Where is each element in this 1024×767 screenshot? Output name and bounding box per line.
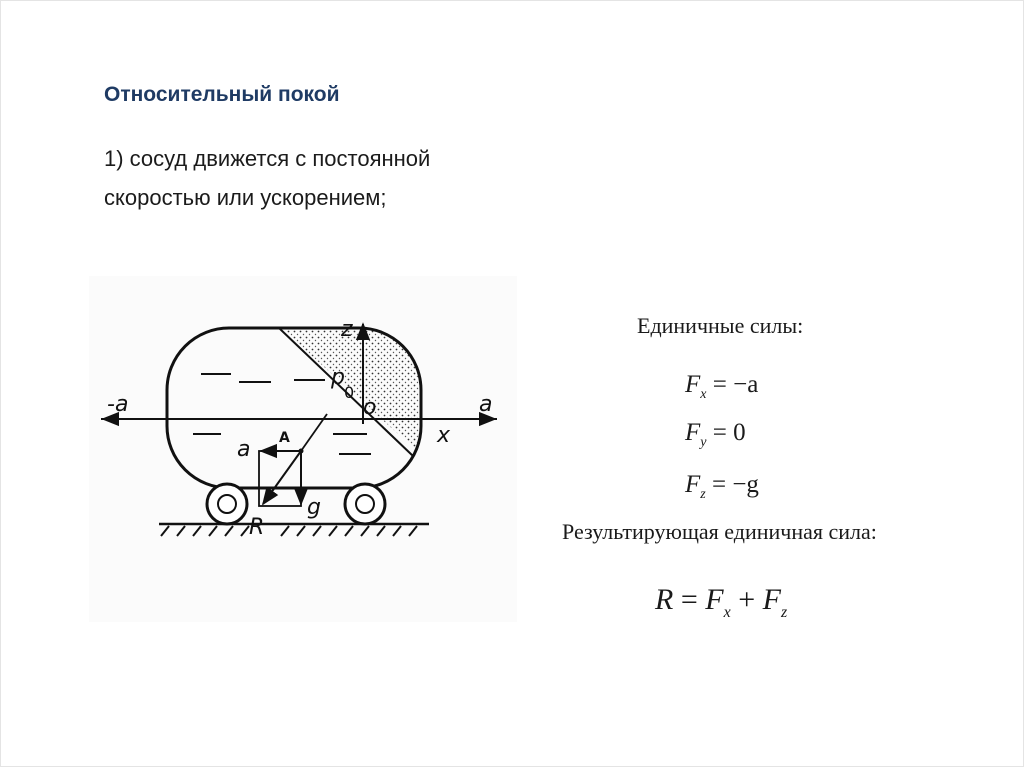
label-g: g	[307, 495, 321, 520]
fx-rhs: = −a	[712, 371, 759, 398]
bullet-line-1: 1) сосуд движется с постоянной	[104, 146, 431, 171]
result-caption: Результирующая единичная сила:	[562, 519, 877, 544]
label-a-vector: a	[237, 437, 251, 462]
tank-car-diagram	[89, 276, 517, 622]
point-A-dot	[299, 449, 304, 454]
fy-rhs: = 0	[712, 419, 746, 446]
fy-symbol: F	[685, 419, 701, 446]
label-z: z	[341, 317, 353, 342]
result-plus: +	[738, 583, 756, 616]
result-equals: =	[680, 583, 698, 616]
label-x: x	[437, 423, 451, 448]
equation-fy	[685, 419, 746, 451]
bullet-line-2: скоростью или ускорением;	[104, 185, 387, 210]
label-R: R	[249, 515, 265, 540]
label-p0: p	[331, 365, 345, 390]
fy-subscript: y	[700, 435, 707, 450]
fz-subscript: z	[700, 487, 706, 502]
label-a-right: a	[479, 392, 493, 417]
result-term2: F	[762, 583, 781, 616]
left-wheel	[207, 484, 247, 524]
label-o: o	[363, 395, 377, 420]
result-term1: F	[705, 583, 724, 616]
equation-result	[655, 583, 787, 622]
fx-symbol: F	[685, 371, 701, 398]
slide-title: Относительный покой	[104, 83, 340, 106]
bullet-text	[104, 139, 564, 217]
label-A: A	[279, 430, 290, 446]
equation-fx	[685, 371, 758, 403]
result-term1-subscript: x	[723, 604, 731, 621]
fz-rhs: = −g	[711, 471, 759, 498]
fx-subscript: x	[700, 387, 707, 402]
equation-fz	[685, 471, 759, 503]
label-minus-a: -a	[107, 392, 129, 417]
result-lhs: R	[655, 583, 674, 616]
label-p0-subscript: 0	[344, 383, 355, 402]
right-wheel	[345, 484, 385, 524]
unit-forces-caption: Единичные силы:	[637, 313, 804, 338]
fz-symbol: F	[685, 471, 701, 498]
result-term2-subscript: z	[780, 604, 788, 621]
